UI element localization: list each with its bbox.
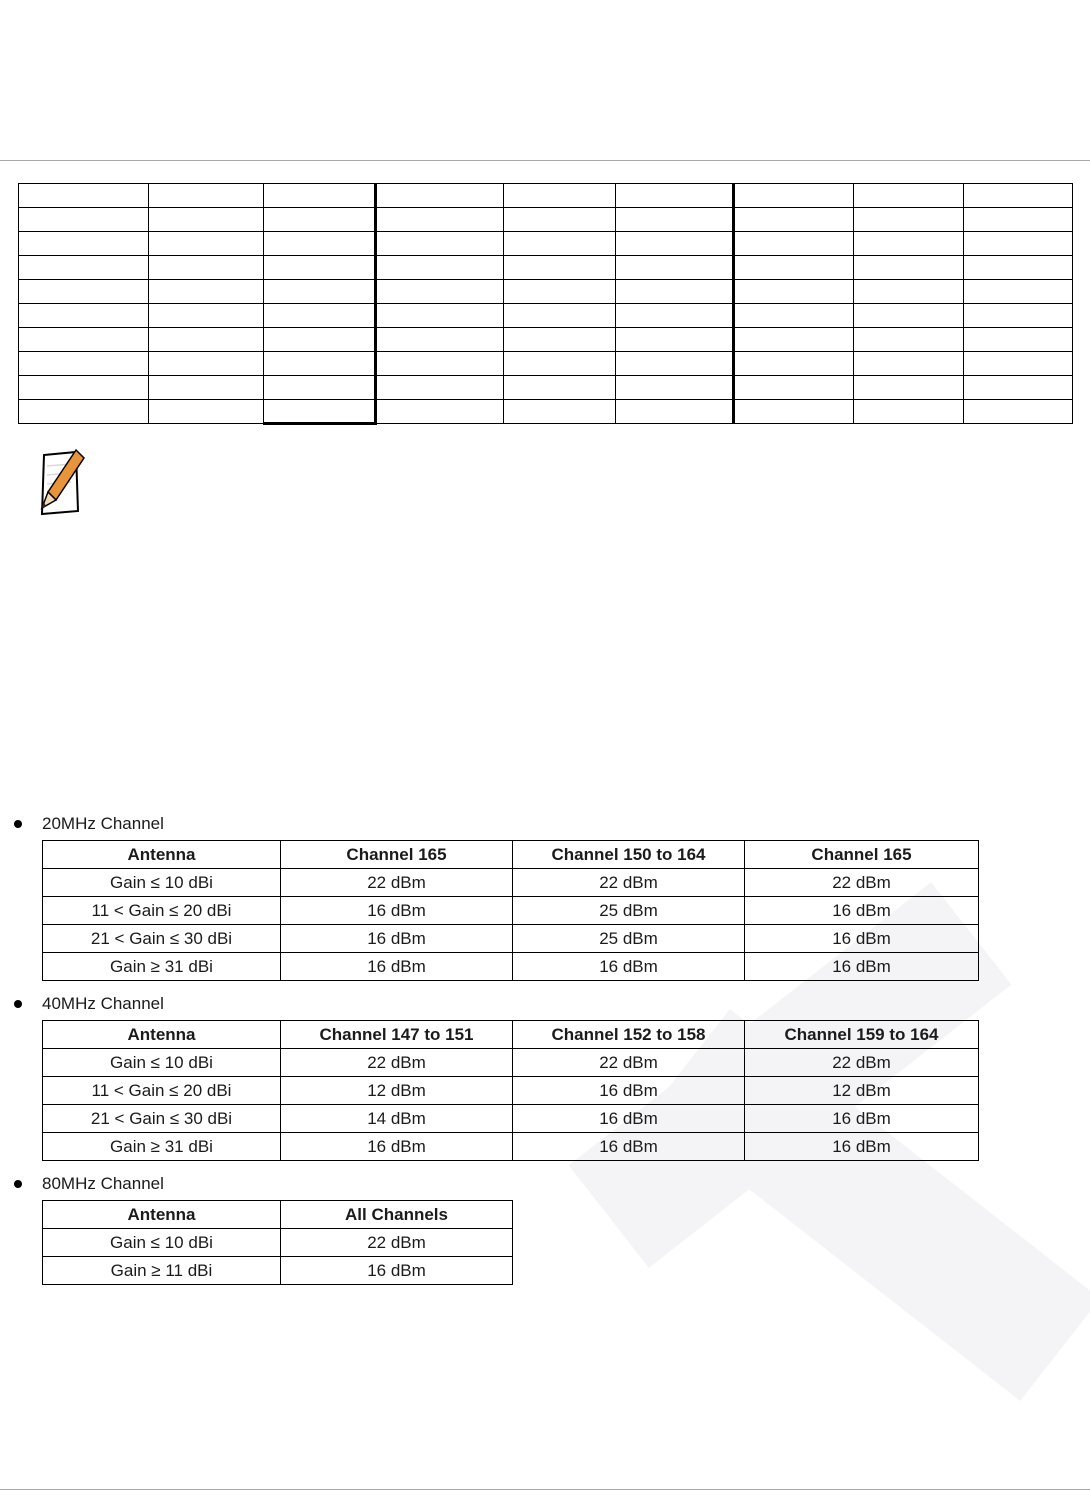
grid-cell — [376, 304, 504, 328]
grid-cell — [734, 208, 854, 232]
grid-cell — [504, 232, 616, 256]
table-cell: 16 dBm — [281, 1257, 513, 1285]
grid-row — [19, 208, 1073, 232]
grid-cell — [264, 352, 376, 376]
bullet-icon — [14, 1000, 22, 1008]
grid-cell — [734, 352, 854, 376]
grid-cell — [964, 232, 1073, 256]
table-header-cell: Channel 152 to 158 — [513, 1021, 745, 1049]
section-80mhz — [14, 1174, 164, 1194]
table-header-cell: All Channels — [281, 1201, 513, 1229]
table-cell: 22 dBm — [281, 869, 513, 897]
table-header-cell: Channel 159 to 164 — [745, 1021, 979, 1049]
table-cell: 16 dBm — [281, 1133, 513, 1161]
grid-cell — [149, 256, 264, 280]
table-header-cell: Antenna — [43, 1201, 281, 1229]
grid-cell — [149, 400, 264, 424]
table-cell: Gain ≥ 11 dBi — [43, 1257, 281, 1285]
grid-cell — [19, 352, 149, 376]
table-header-row — [43, 1201, 513, 1229]
grid-cell — [616, 400, 734, 424]
grid-cell — [734, 280, 854, 304]
table-cell: 16 dBm — [745, 1133, 979, 1161]
grid-cell — [854, 352, 964, 376]
table-cell: 14 dBm — [281, 1105, 513, 1133]
table-row — [43, 925, 979, 953]
grid-cell — [376, 352, 504, 376]
grid-cell — [964, 184, 1073, 208]
grid-cell — [616, 352, 734, 376]
table-header-cell: Channel 150 to 164 — [513, 841, 745, 869]
grid-cell — [616, 328, 734, 352]
grid-row — [19, 304, 1073, 328]
grid-cell — [264, 304, 376, 328]
grid-cell — [149, 352, 264, 376]
table-cell: 16 dBm — [513, 953, 745, 981]
table-cell: 16 dBm — [513, 1133, 745, 1161]
grid-cell — [19, 232, 149, 256]
grid-cell — [19, 400, 149, 424]
section-20mhz — [14, 814, 164, 834]
note-pencil-icon — [33, 448, 87, 520]
grid-cell — [964, 208, 1073, 232]
grid-cell — [376, 328, 504, 352]
grid-cell — [19, 280, 149, 304]
grid-cell — [504, 184, 616, 208]
section-label: 40MHz Channel — [42, 994, 164, 1013]
power-table-40mhz — [42, 1020, 979, 1161]
grid-cell — [376, 400, 504, 424]
grid-cell — [149, 208, 264, 232]
table-cell: 12 dBm — [281, 1077, 513, 1105]
grid-cell — [19, 256, 149, 280]
bullet-icon — [14, 1180, 22, 1188]
grid-cell — [264, 400, 376, 424]
grid-cell — [504, 376, 616, 400]
grid-cell — [964, 304, 1073, 328]
table-row — [43, 953, 979, 981]
grid-cell — [854, 256, 964, 280]
grid-cell — [854, 376, 964, 400]
grid-cell — [734, 304, 854, 328]
table-cell: Gain ≤ 10 dBi — [43, 1049, 281, 1077]
table-row — [43, 1133, 979, 1161]
table-cell: 22 dBm — [281, 1049, 513, 1077]
grid-cell — [19, 208, 149, 232]
table-cell: 22 dBm — [745, 1049, 979, 1077]
grid-row — [19, 256, 1073, 280]
grid-cell — [264, 256, 376, 280]
grid-cell — [734, 184, 854, 208]
grid-cell — [149, 376, 264, 400]
grid-cell — [149, 304, 264, 328]
grid-cell — [734, 376, 854, 400]
table-cell: 16 dBm — [513, 1077, 745, 1105]
table-cell: 16 dBm — [745, 925, 979, 953]
table-row — [43, 1257, 513, 1285]
grid-cell — [616, 280, 734, 304]
grid-cell — [854, 232, 964, 256]
table-header-cell: Antenna — [43, 841, 281, 869]
table-cell: 16 dBm — [745, 1105, 979, 1133]
grid-cell — [149, 280, 264, 304]
table-cell: 11 < Gain ≤ 20 dBi — [43, 1077, 281, 1105]
grid-cell — [734, 232, 854, 256]
grid-cell — [19, 328, 149, 352]
table-cell: Gain ≥ 31 dBi — [43, 1133, 281, 1161]
table-cell: Gain ≤ 10 dBi — [43, 1229, 281, 1257]
table-cell: Gain ≥ 31 dBi — [43, 953, 281, 981]
grid-cell — [264, 376, 376, 400]
table-cell: 25 dBm — [513, 925, 745, 953]
grid-cell — [264, 184, 376, 208]
grid-cell — [964, 280, 1073, 304]
grid-cell — [854, 328, 964, 352]
grid-cell — [734, 256, 854, 280]
table-cell: 16 dBm — [281, 897, 513, 925]
table-header-cell: Antenna — [43, 1021, 281, 1049]
power-table-20mhz — [42, 840, 979, 981]
grid-cell — [376, 376, 504, 400]
table-cell: 11 < Gain ≤ 20 dBi — [43, 897, 281, 925]
note-pencil-icon — [33, 448, 87, 525]
table-cell: 21 < Gain ≤ 30 dBi — [43, 1105, 281, 1133]
grid-cell — [854, 280, 964, 304]
grid-cell — [376, 184, 504, 208]
grid-cell — [964, 400, 1073, 424]
table-row — [43, 1077, 979, 1105]
table-cell: 16 dBm — [745, 953, 979, 981]
grid-cell — [616, 304, 734, 328]
table-cell: 22 dBm — [513, 1049, 745, 1077]
grid-cell — [264, 280, 376, 304]
power-table-80mhz — [42, 1200, 513, 1285]
table-header-row — [43, 841, 979, 869]
table-header-cell: Channel 165 — [745, 841, 979, 869]
table-cell: 16 dBm — [745, 897, 979, 925]
grid-row — [19, 280, 1073, 304]
grid-row — [19, 376, 1073, 400]
table-cell: 12 dBm — [745, 1077, 979, 1105]
table-row — [43, 1229, 513, 1257]
grid-cell — [964, 328, 1073, 352]
section-40mhz — [14, 994, 164, 1014]
grid-cell — [504, 328, 616, 352]
section-label: 20MHz Channel — [42, 814, 164, 833]
grid-cell — [964, 352, 1073, 376]
table-cell: 16 dBm — [281, 953, 513, 981]
grid-cell — [854, 208, 964, 232]
empty-grid-table — [18, 183, 1073, 425]
grid-cell — [964, 376, 1073, 400]
grid-cell — [854, 184, 964, 208]
table-row — [43, 897, 979, 925]
grid-cell — [504, 208, 616, 232]
top-divider — [0, 160, 1090, 161]
table-cell: 22 dBm — [745, 869, 979, 897]
grid-cell — [504, 304, 616, 328]
grid-cell — [19, 184, 149, 208]
grid-cell — [376, 256, 504, 280]
section-label: 80MHz Channel — [42, 1174, 164, 1193]
table-header-cell: Channel 147 to 151 — [281, 1021, 513, 1049]
grid-cell — [504, 256, 616, 280]
grid-cell — [854, 304, 964, 328]
grid-cell — [504, 352, 616, 376]
table-cell: 16 dBm — [281, 925, 513, 953]
table-row — [43, 869, 979, 897]
grid-cell — [376, 232, 504, 256]
grid-cell — [149, 184, 264, 208]
grid-row — [19, 352, 1073, 376]
grid-cell — [504, 400, 616, 424]
grid-cell — [734, 400, 854, 424]
grid-cell — [19, 304, 149, 328]
grid-row — [19, 400, 1073, 424]
table-cell: 25 dBm — [513, 897, 745, 925]
table-cell: 21 < Gain ≤ 30 dBi — [43, 925, 281, 953]
table-header-row — [43, 1021, 979, 1049]
grid-cell — [964, 256, 1073, 280]
grid-row — [19, 232, 1073, 256]
grid-cell — [616, 376, 734, 400]
grid-cell — [376, 208, 504, 232]
grid-row — [19, 328, 1073, 352]
grid-cell — [616, 184, 734, 208]
grid-cell — [19, 376, 149, 400]
table-row — [43, 1049, 979, 1077]
grid-row — [19, 184, 1073, 208]
table-cell: Gain ≤ 10 dBi — [43, 869, 281, 897]
grid-cell — [504, 280, 616, 304]
table-cell: 16 dBm — [513, 1105, 745, 1133]
grid-cell — [616, 208, 734, 232]
table-cell: 22 dBm — [513, 869, 745, 897]
grid-cell — [149, 232, 264, 256]
grid-cell — [264, 208, 376, 232]
grid-cell — [616, 232, 734, 256]
grid-cell — [854, 400, 964, 424]
grid-cell — [264, 328, 376, 352]
table-cell: 22 dBm — [281, 1229, 513, 1257]
grid-cell — [734, 328, 854, 352]
grid-cell — [376, 280, 504, 304]
grid-cell — [149, 328, 264, 352]
grid-cell — [616, 256, 734, 280]
table-row — [43, 1105, 979, 1133]
bottom-divider — [0, 1489, 1090, 1490]
grid-cell — [264, 232, 376, 256]
bullet-icon — [14, 820, 22, 828]
table-header-cell: Channel 165 — [281, 841, 513, 869]
